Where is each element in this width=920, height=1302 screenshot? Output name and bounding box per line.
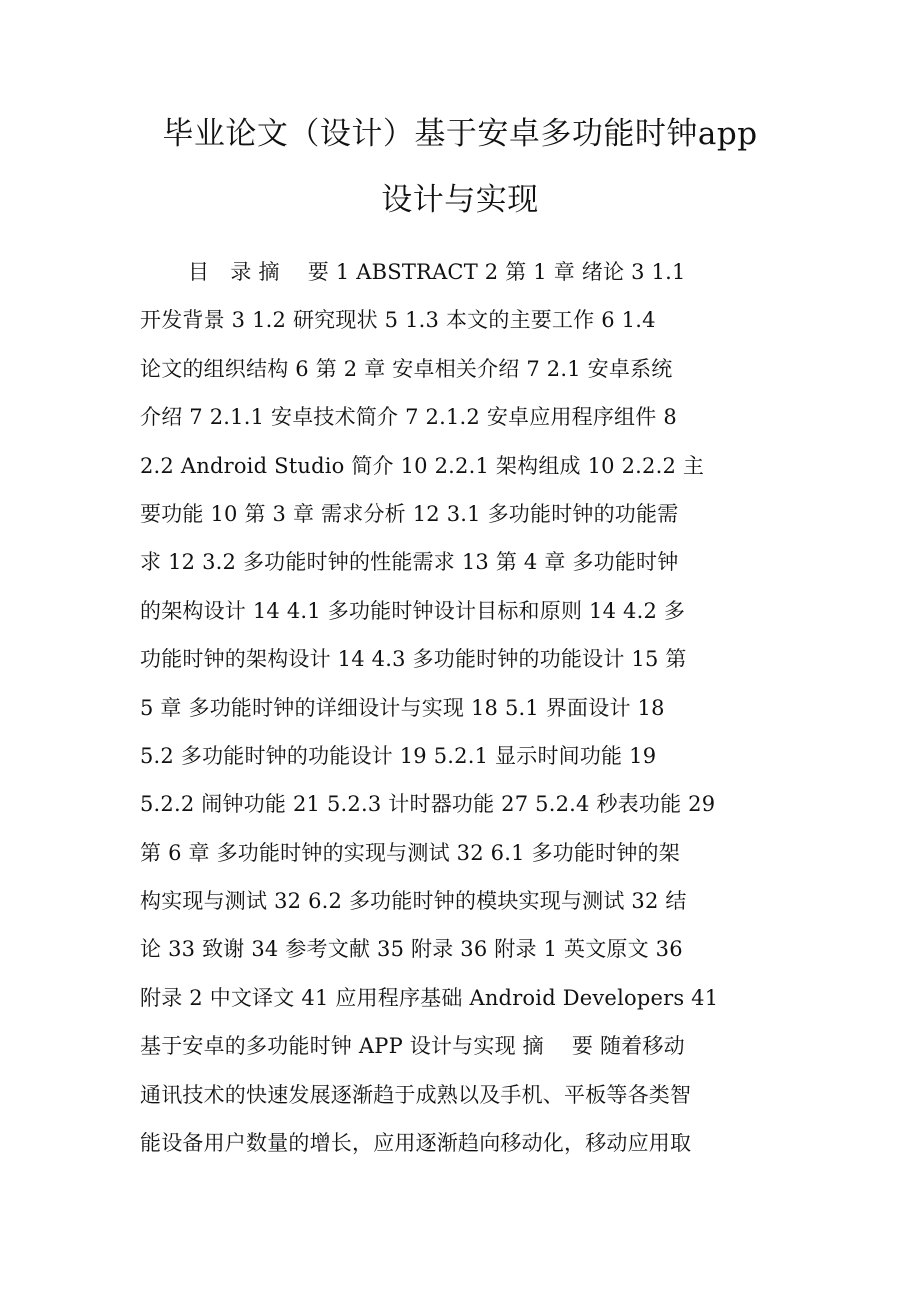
table-of-contents-and-abstract (140, 248, 800, 1167)
text-line: 目 录 摘 要 1 ABSTRACT 2 第 1 章 绪论 3 1.1 (188, 260, 686, 284)
text-line: 第 6 章 多功能时钟的实现与测试 32 6.1 多功能时钟的架 (140, 840, 680, 865)
text-line: 能设备用户数量的增长，应用逐渐趋向移动化，移动应用取 (140, 1131, 692, 1156)
text-line: 5.2.2 闹钟功能 21 5.2.3 计时器功能 27 5.2.4 秒表功能 29 (140, 792, 716, 817)
text-line: 5 章 多功能时钟的详细设计与实现 18 5.1 界面设计 18 (140, 695, 665, 720)
text-line: 要功能 10 第 3 章 需求分析 12 3.1 多功能时钟的功能需 (140, 501, 679, 526)
text-line: 构实现与测试 32 6.2 多功能时钟的模块实现与测试 32 结 (140, 889, 687, 914)
text-line: 介绍 7 2.1.1 安卓技术简介 7 2.1.2 安卓应用程序组件 8 (140, 405, 677, 430)
document-title-line-2: 设计与实现 (381, 182, 539, 218)
text-line: 附录 2 中文译文 41 应用程序基础 Android Developers 41 (140, 985, 719, 1010)
text-line: 论 33 致谢 34 参考文献 35 附录 36 附录 1 英文原文 36 (140, 937, 683, 962)
text-line: 功能时钟的架构设计 14 4.3 多功能时钟的功能设计 15 第 (140, 647, 687, 672)
text-line: 求 12 3.2 多功能时钟的性能需求 13 第 4 章 多功能时钟 (140, 550, 679, 575)
text-line: 基于安卓的多功能时钟 APP 设计与实现 摘 要 随着移动 (140, 1034, 685, 1059)
text-line: 开发背景 3 1.2 研究现状 5 1.3 本文的主要工作 6 1.4 (140, 308, 656, 333)
text-line: 论文的组织结构 6 第 2 章 安卓相关介绍 7 2.1 安卓系统 (140, 356, 673, 381)
document-title-line-1: 毕业论文（设计）基于安卓多功能时钟app (162, 116, 758, 152)
text-line: 2.2 Android Studio 简介 10 2.2.1 架构组成 10 2.2.2 主 (140, 453, 705, 478)
text-line: 通讯技术的快速发展逐渐趋于成熟以及手机、平板等各类智 (140, 1082, 692, 1107)
text-line: 的架构设计 14 4.1 多功能时钟设计目标和原则 14 4.2 多 (140, 598, 686, 623)
text-line: 5.2 多功能时钟的功能设计 19 5.2.1 显示时间功能 19 (140, 743, 657, 768)
